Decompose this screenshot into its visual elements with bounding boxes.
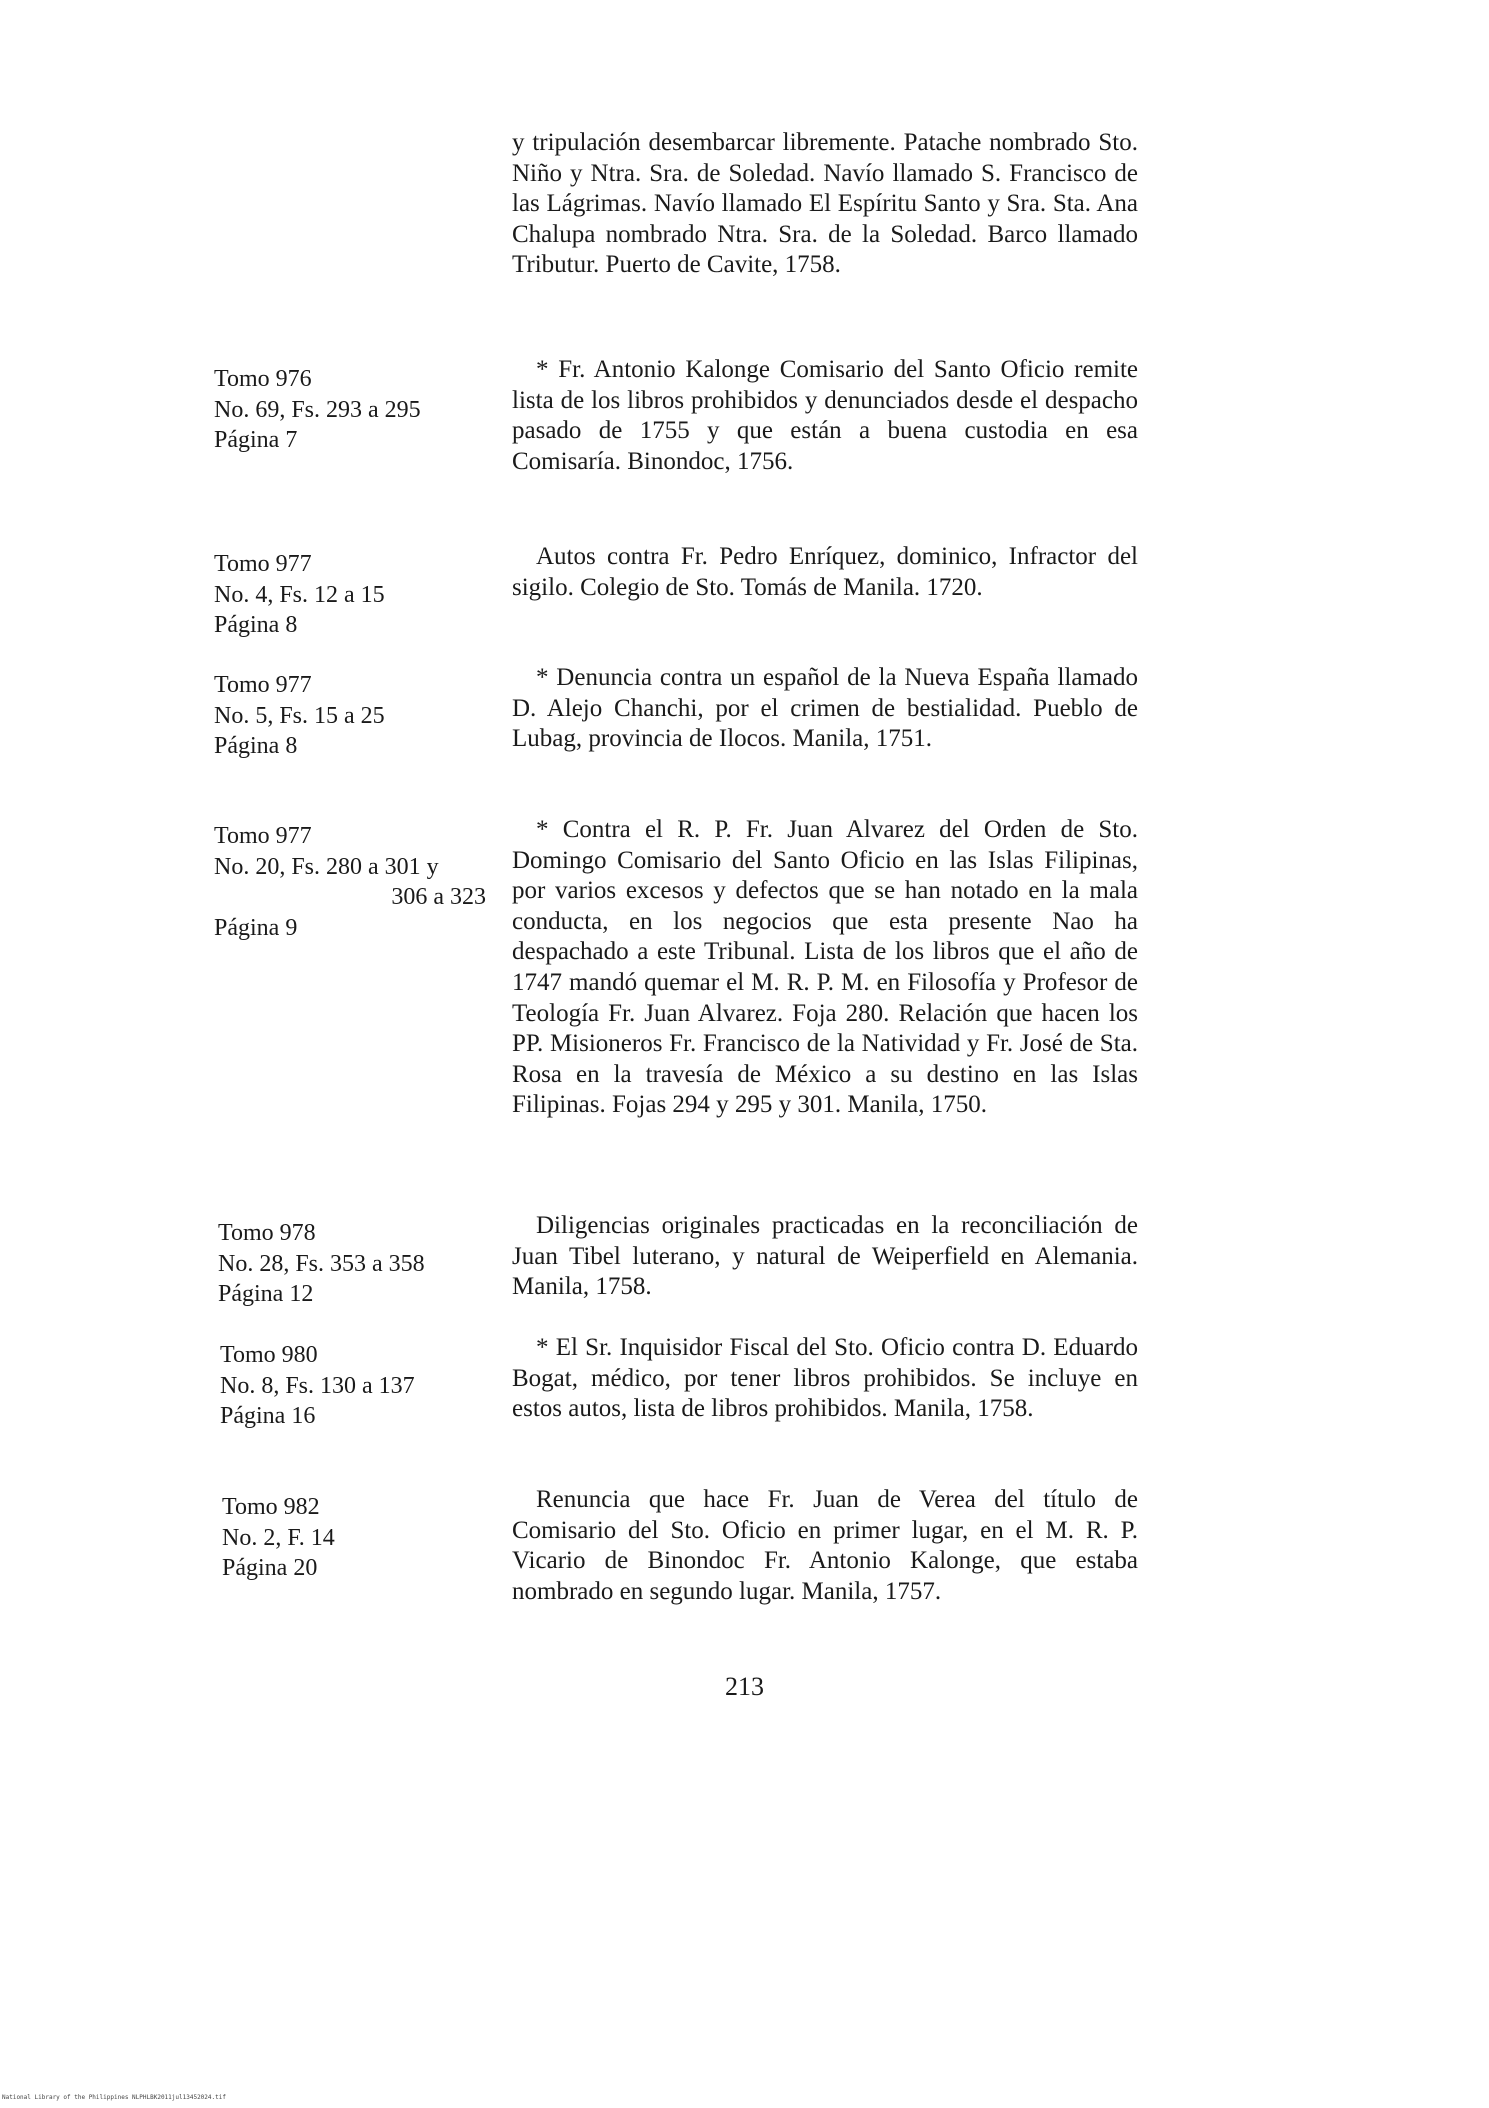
ref-page: Página 12 [218,1281,314,1307]
ref-volume: Tomo 978 [218,1220,316,1246]
ref-number: No. 20, Fs. 280 a 301 y [214,853,439,880]
ref-page: Página 20 [222,1555,318,1581]
ref-page: Página 7 [214,427,298,453]
entry-reference [222,1492,484,1584]
entry-text: * Contra el R. P. Fr. Juan Alvarez del Orden de Sto. Domingo Comisario del Santo Oficio en las Islas Filipinas, por varios excesos y defectos que se han notado en la mala conducta, en los negocios que esta presente Nao ha despachado a este Tribunal. Lista de los libros que el año de 1747 mandó quemar el M. R. P. M. en Filosofía y Profesor de Teología Fr. Juan Alvarez. Foja 280. Relación que hacen los PP. Misioneros Fr. Francisco de la Natividad y Fr. José de Sta. Rosa en la travesía de México a su destino en las Islas Filipinas. Fojas 294 y 295 y 301. Manila, 1750. [512,816,1138,1119]
entry-text: Autos contra Fr. Pedro Enríquez, dominico, Infractor del sigilo. Colegio de Sto. Tomás de Manila. 1720. [512,543,1138,601]
entry-reference [218,1218,480,1310]
entry-reference [214,549,476,641]
ref-number: No. 5, Fs. 15 a 25 [214,702,385,729]
entry-text: Renuncia que hace Fr. Juan de Verea del título de Comisario del Sto. Oficio en primer lugar, en el M. R. P. Vicario de Binondoc Fr. Antonio Kalonge, que estaba nombrado en segundo lugar. Manila, 1757. [512,1486,1138,1605]
entry-description [512,1485,1138,1607]
ref-number-continued: 306 a 323 [391,884,486,910]
ref-volume: Tomo 976 [214,366,312,392]
ref-volume: Tomo 977 [214,551,312,577]
ref-number: No. 69, Fs. 293 a 295 [214,396,421,423]
entry-description [512,663,1138,755]
ref-volume: Tomo 982 [222,1494,320,1520]
entry-description [512,1333,1138,1425]
entry-reference [214,364,476,456]
entry-reference [220,1340,482,1432]
entry-text: * Fr. Antonio Kalonge Comisario del Santo Oficio remite lista de los libros prohibidos y denunciados desde el despacho pasado de 1755 y que están a buena custodia en esa Comisaría. Binondoc, 1756. [512,356,1138,475]
ref-page: Página 8 [214,612,298,638]
ref-number: No. 8, Fs. 130 a 137 [220,1372,415,1399]
entry-description [512,542,1138,603]
entry-text: Diligencias originales practicadas en la reconciliación de Juan Tibel luterano, y natural de Weiperfield en Alemania. Manila, 1758. [512,1212,1138,1301]
page-number: 213 [725,1672,764,1701]
intro-text: y tripulación desembarcar libremente. Patache nombrado Sto. Niño y Ntra. Sra. de Soledad. Navío llamado S. Francisco de las Lágrimas. Navío llamado El Espíritu Santo y Sra. Sta. Ana Chalupa nombrado Ntra. Sra. de la Soledad. Barco llamado Tributur. Puerto de Cavite, 1758. [512,129,1138,279]
entry-description [512,815,1138,1121]
ref-number: No. 4, Fs. 12 a 15 [214,581,385,608]
ref-volume: Tomo 977 [214,672,312,698]
ref-number: No. 2, F. 14 [222,1524,335,1551]
entry-description [512,355,1138,477]
ref-page: Página 9 [214,914,298,941]
ref-number: No. 28, Fs. 353 a 358 [218,1250,425,1277]
scan-footer: National Library of the Philippines NLPHLBK2011jul13452024.tif [2,2094,226,2101]
ref-volume: Tomo 980 [220,1342,318,1368]
ref-page: Página 16 [220,1403,316,1429]
intro-paragraph [512,128,1138,281]
entry-text: * Denuncia contra un español de la Nueva España llamado D. Alejo Chanchi, por el crimen de bestialidad. Pueblo de Lubag, provincia de Ilocos. Manila, 1751. [512,664,1138,753]
ref-volume: Tomo 977 [214,823,312,849]
entry-reference [214,670,476,762]
entry-text: * El Sr. Inquisidor Fiscal del Sto. Oficio contra D. Eduardo Bogat, médico, por tener libros prohibidos. Se incluye en estos autos, lista de libros prohibidos. Manila, 1758. [512,1334,1138,1423]
entry-description [512,1211,1138,1303]
ref-page: Página 8 [214,733,298,759]
entry-reference [214,821,506,943]
